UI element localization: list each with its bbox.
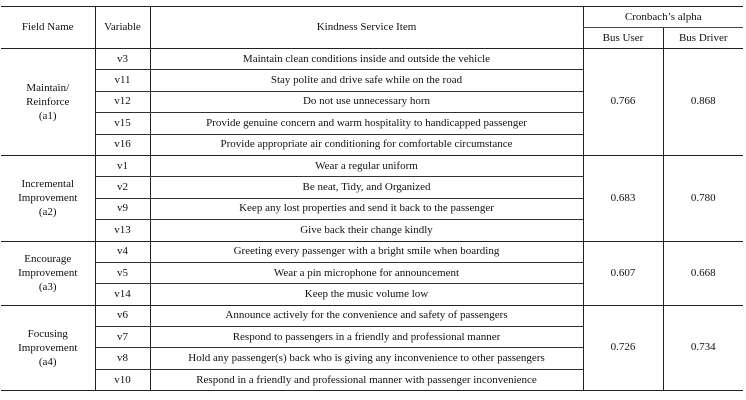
service-item-cell: Be neat, Tidy, and Organized <box>150 177 583 198</box>
service-item-cell: Greeting every passenger with a bright smile when boarding <box>150 241 583 262</box>
reliability-table <box>1 6 743 391</box>
variable-cell: v6 <box>95 305 150 326</box>
service-item-cell: Stay polite and drive safe while on the road <box>150 70 583 91</box>
field-name-line: (a4) <box>38 355 57 368</box>
variable-cell: v15 <box>95 113 150 134</box>
variable-cell: v7 <box>95 327 150 348</box>
service-item-cell: Announce actively for the convenience and safety of passengers <box>150 305 583 326</box>
variable-cell: v16 <box>95 134 150 155</box>
alpha-bus-driver-cell: 0.734 <box>663 305 743 391</box>
table-body <box>1 49 743 391</box>
service-item-cell: Maintain clean conditions inside and outside the vehicle <box>150 49 583 70</box>
field-name-line: Maintain/ <box>26 81 70 94</box>
field-name-line: Reinforce <box>26 95 70 108</box>
header-item: Kindness Service Item <box>150 7 583 49</box>
variable-cell: v10 <box>95 369 150 390</box>
variable-cell: v12 <box>95 91 150 112</box>
table-header <box>1 7 743 49</box>
field-name-cell <box>1 305 95 391</box>
variable-cell: v4 <box>95 241 150 262</box>
variable-cell: v11 <box>95 70 150 91</box>
table-row <box>1 49 743 70</box>
alpha-bus-user-cell: 0.766 <box>583 49 663 156</box>
service-item-cell: Keep the music volume low <box>150 284 583 305</box>
alpha-bus-user-cell: 0.726 <box>583 305 663 391</box>
variable-cell: v14 <box>95 284 150 305</box>
service-item-cell: Wear a pin microphone for announcement <box>150 262 583 283</box>
field-name-line: Focusing <box>27 327 68 340</box>
service-item-cell: Keep any lost properties and send it back to the passenger <box>150 198 583 219</box>
field-name-line: Improvement <box>18 267 78 280</box>
alpha-bus-driver-cell: 0.868 <box>663 49 743 156</box>
header-cronbach-alpha: Cronbach’s alpha <box>583 7 743 28</box>
field-name-cell <box>1 49 95 156</box>
alpha-bus-user-cell: 0.683 <box>583 155 663 241</box>
service-item-cell: Provide appropriate air conditioning for comfortable circumstance <box>150 134 583 155</box>
field-name-line: (a2) <box>38 206 57 219</box>
variable-cell: v8 <box>95 348 150 369</box>
header-bus-user: Bus User <box>583 28 663 49</box>
service-item-cell: Hold any passenger(s) back who is giving any inconvenience to other passengers <box>150 348 583 369</box>
variable-cell: v3 <box>95 49 150 70</box>
service-item-cell: Provide genuine concern and warm hospitality to handicapped passenger <box>150 113 583 134</box>
header-bus-driver: Bus Driver <box>663 28 743 49</box>
field-name-line: Improvement <box>18 341 78 354</box>
variable-cell: v13 <box>95 220 150 241</box>
header-field-name: Field Name <box>1 7 95 49</box>
alpha-bus-driver-cell: 0.780 <box>663 155 743 241</box>
variable-cell: v9 <box>95 198 150 219</box>
service-item-cell: Respond to passengers in a friendly and professional manner <box>150 327 583 348</box>
variable-cell: v5 <box>95 262 150 283</box>
header-variable: Variable <box>95 7 150 49</box>
field-name-line: (a3) <box>38 281 57 294</box>
variable-cell: v1 <box>95 155 150 176</box>
service-item-cell: Respond in a friendly and professional manner with passenger inconvenience <box>150 369 583 390</box>
field-name-cell <box>1 241 95 305</box>
table-row <box>1 241 743 262</box>
field-name-line: (a1) <box>38 109 57 122</box>
table-row <box>1 155 743 176</box>
service-item-cell: Wear a regular uniform <box>150 155 583 176</box>
field-name-line: Incremental <box>21 178 75 191</box>
field-name-cell <box>1 155 95 241</box>
service-item-cell: Do not use unnecessary horn <box>150 91 583 112</box>
field-name-line: Encourage <box>24 253 72 266</box>
variable-cell: v2 <box>95 177 150 198</box>
service-item-cell: Give back their change kindly <box>150 220 583 241</box>
field-name-line: Improvement <box>18 192 78 205</box>
table-row <box>1 305 743 326</box>
alpha-bus-user-cell: 0.607 <box>583 241 663 305</box>
alpha-bus-driver-cell: 0.668 <box>663 241 743 305</box>
